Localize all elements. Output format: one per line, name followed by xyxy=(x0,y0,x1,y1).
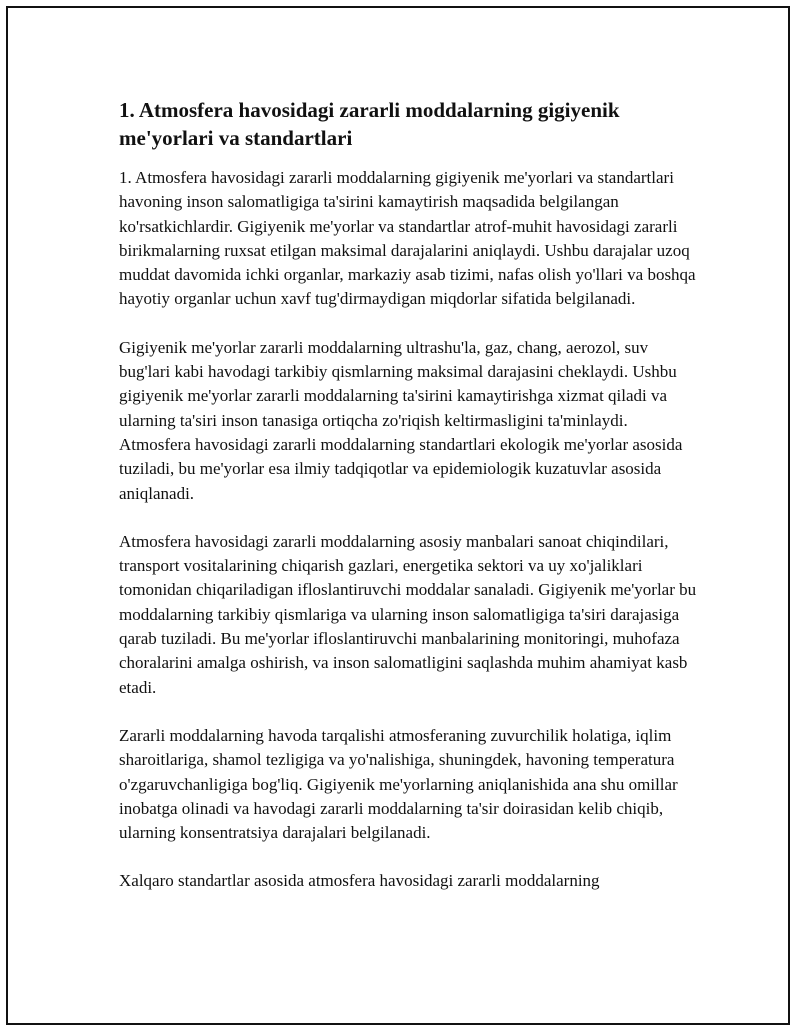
paragraph-4: Zararli moddalarning havoda tarqalishi atmosferaning zuvurchilik holatiga, iqlim sharoitlariga, shamol tezligiga va yo'nalishiga, shuningdek, havoning temperatura o'zgaruvchanligiga bog'liq. Gigiyenik me'yorlarning aniqlanishida ana shu omillar inobatga olinadi va havodagi zararli moddalarning ta'sir doirasidan kelib chiqib, ularning konsentratsiya darajalari belgilanadi. xyxy=(119,725,678,843)
paragraph-2: Gigiyenik me'yorlar zararli moddalarning ultrashu'la, gaz, chang, aerozol, suv bug'lari kabi havodagi tarkibiy qismlarning maksimal darajasini cheklaydi. Ushbu gigiyenik me'yorlar zararli moddalarning ta'sirini kamaytirishga xizmat qiladi va ularning ta'siri inson tanasiga ortiqcha zo'riqish keltirmasligini ta'minlaydi. Atmosfera havosidagi zararli moddalarning standartlari ekologik me'yorlar asosida tuziladi, bu me'yorlar esa ilmiy tadqiqotlar va epidemiologik kuzatuvlar asosida aniqlanadi. xyxy=(119,337,683,503)
document-body xyxy=(119,96,699,918)
paragraph-1: 1. Atmosfera havosidagi zararli moddalarning gigiyenik me'yorlari va standartlari havoning inson salomatligiga ta'sirini kamaytirish maqsadida belgilangan ko'rsatkichlardir. Gigiyenik me'yorlar va standartlar atrof-muhit havosidagi zararli birikmalarning ruxsat etilgan maksimal darajalarini aniqlaydi. Ushbu darajalar uzoq muddat davomida ichki organlar, markaziy asab tizimi, nafas olish yo'llari va boshqa hayotiy organlar uchun xavf tug'dirmaydigan miqdorlar sifatida belgilanadi. xyxy=(119,168,696,309)
paragraph-5: Xalqaro standartlar asosida atmosfera havosidagi zararli moddalarning xyxy=(119,871,600,891)
document-title: 1. Atmosfera havosidagi zararli moddalarning gigiyenik me'yorlari va standartlari xyxy=(119,98,620,150)
document-page xyxy=(6,6,790,1025)
paragraph-3: Atmosfera havosidagi zararli moddalarning asosiy manbalari sanoat chiqindilari, transport vositalarining chiqarish gazlari, energetika sektori va uy xo'jaliklari tomonidan chiqariladigan ifloslantiruvchi moddalar sanaladi. Gigiyenik me'yorlar bu moddalarning tarkibiy qismlariga va ularning inson salomatligiga ta'siri darajasiga qarab tuziladi. Bu me'yorlar ifloslantiruvchi manbalarining monitoringi, muhofaza choralarini amalga oshirish, va inson salomatligini saqlashda muhim ahamiyat kasb etadi. xyxy=(119,531,697,697)
